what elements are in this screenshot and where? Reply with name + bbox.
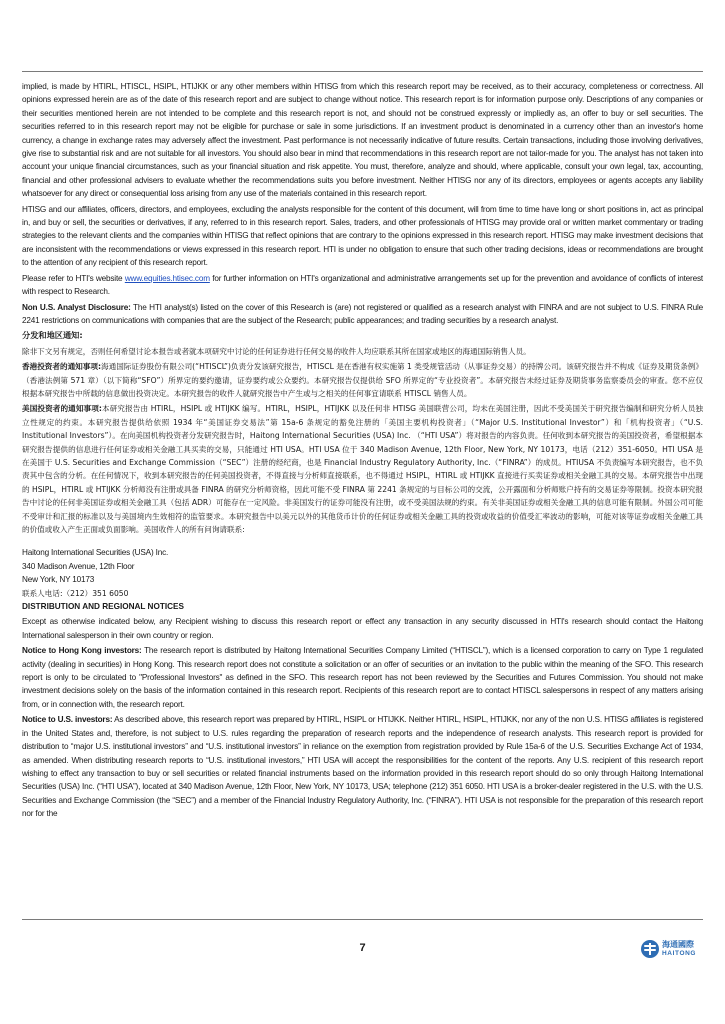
haitong-logo (641, 940, 696, 958)
website-link[interactable]: www.equities.htisec.com (124, 273, 210, 283)
en-intro-paragraph: Except as otherwise indicated below, any Recipient wishing to discuss this research report or effect any transaction in any security discussed in HTI's research should contact the Haitong International salesperson in their own country or region. (22, 617, 703, 640)
disclaimer-body (22, 80, 703, 823)
cn-us-notice-label: 美国投资者的通知事项: (22, 404, 102, 414)
cn-us-notice-paragraph: 美国投资者的通知事项:本研究报告由 HTIRL，HSIPL 或 HTIJKK 编写。HTIRL，HSIPL，HTIJKK 以及任何非 HTISG 美国联营公司，均未在美国注册，因此不受美国关于研究报告编制和研究分析人员独立性规定的约束。本研究报告提供给依照 1934 年“美国证券交易法”第 15a-6 条规定的豁免注册的「美国主要机构投资者」（“Major U.S. Institutional Investor”）和「机构投资者」（“U.S. Institutional Investors”）。在向美国机构投资者分发研究报告时，Haitong International Securities (USA) Inc. （“HTI USA”）将对报告的内容负责。任何收到本研究报告的美国投资者，希望根据本研究报告提供的信息进行任何证券或相关金融工具买卖的交易，只能通过 HTI USA。HTI USA 位于 340 Madison Avenue, 12th Floor, New York, NY 10173，电话（212）351-6050。HTI USA 是在美国于 U.S. Securities and Exchange Commission（“SEC”）注册的经纪商，也是 Financial Industry Regulatory Authority, Inc.（“FINRA”）的成员。HTIUSA 不负责编写本研究报告，也不负责其中包含的分析。在任何情况下，收到本研究报告的任何美国投资者，不得直接与分析师直接联系，也不得通过 HSIPL，HTIRL 或 HTIJKK 直接进行买卖证券或相关金融工具的交易。本研究报告中出现的 HSIPL，HTIRL 或 HTIJKK 分析师没有注册或具备 FINRA 的研究分析师资格，因此可能不受 FINRA 第 2241 条规定的与目标公司的交流，公开露面和分析师账户持有的交易证券等限制。投资本研究报告中讨论的任何非美国证券或相关金融工具（包括 ADR）可能存在一定风险。非美国发行的证券可能没有注册，或不受美国法规的约束。有关非美国证券或相关金融工具的信息可能有限制。外国公司可能不受审计和汇报的标准以及与美国境内生效相符的监管要求。本研究报告中以美元以外的其他货币计价的任何证券或相关金融工具的投资或收益的价值受汇率波动的影响，可能对该等证券或相关金融工具的价值或收入产生正面或负面影响。美国收件人的所有问询请联系: (22, 404, 704, 534)
address-line: New York, NY 10173 (22, 575, 95, 585)
address-phone-line: 联系人电话:（212）351 6050 (22, 588, 129, 598)
en-hk-notice-label: Notice to Hong Kong investors: (22, 646, 142, 656)
positions-paragraph: HTISG and our affiliates, officers, directors, and employees, excluding the analysts responsible for the content of this document, will from time to time have long or short positions in, act as principal in, and buy or sell, the securities or derivatives, if any, referred to in this research report. Sales, traders, and other professionals of HTISG may provide oral or written market commentary or trading strategies to the relevant clients and the companies within HTISG that reflect opinions that are contrary to the opinions expressed in this research report. HTISG may make investment decisions that are inconsistent with the recommendations or views expressed in this research report. HTI is under no obligation to ensure that such other trading decisions, ideas or recommendations are brought to the attention of any recipient of this research report. (22, 204, 703, 268)
en-section-heading: DISTRIBUTION AND REGIONAL NOTICES (22, 602, 184, 612)
cn-hk-notice-paragraph: 香港投资者的通知事项:海通国际证券股份有限公司(“HTISCL”)负责分发该研究报告，HTISCL 是在香港有权实施第 1 类受规管活动（从事证券交易）的持牌公司。该研究报告并不构成《证券及期货条例》（香港法例第 571 章）（以下简称“SFO”）所界定的要约邀请，证券要约或公众要约。本研究报告仅提供给 SFO 所界定的“专业投资者”。本研究报告未经过证券及期货事务监察委员会的审查。您不应仅根据本研究报告中所载的信息做出投资决定。本研究报告的收件人就研究报告中产生或与之相关的任何事宜请联系 HTISCL 销售人员。 (22, 362, 703, 398)
logo-en-text: HAITONG (662, 950, 697, 957)
page-number: 7 (359, 942, 366, 954)
top-rule (22, 71, 703, 72)
address-line: Haitong International Securities (USA) Inc. (22, 548, 169, 558)
analyst-disclosure-paragraph: Non U.S. Analyst Disclosure: The HTI analyst(s) listed on the cover of this Research is (are) not registered or qualified as a research analyst with FINRA and are not subject to U.S. FINRA Rule 2241 restrictions on communications with companies that are the subject of the Research; public appearances; and trading securities by a research analyst. (22, 302, 703, 325)
analyst-disclosure-label: Non U.S. Analyst Disclosure: (22, 302, 131, 312)
bottom-rule (22, 919, 703, 920)
disclaimer-paragraph: implied, is made by HTIRL, HTISCL, HSIPL, HTIJKK or any other members within HTISG from which this research report may be received, as to their accuracy, completeness or correctness. All opinions expressed herein are as of the date of this research report and are subject to change without notice. This research report is for information purpose only. Descriptions of any companies or their securities mentioned herein are not intended to be complete and this research report is not, and should not be construed expressly or impliedly as, an offer to buy or sell securities. The securities referred to in this research report may not be eligible for purchase or sale in some jurisdictions. If an investment product is denominated in a currency other than an investor's home currency, a change in exchange rates may adversely affect the investment. Past performance is not necessarily indicative of future results. Certain transactions, including those involving derivatives, give rise to substantial risk and are not suitable for all investors. You should also bear in mind that recommendations in this research report are not tailor-made for you. The analyst has not taken into account your unique financial circumstances, such as your financial situation and risk appetite. You must, therefore, analyze and should, where applicable, consult your own legal, tax, accounting, financial and other professional advisers to evaluate whether the recommendations suits you before investment. Neither HTISG nor any of its directors, employees or agents accepts any liability whatsoever for any direct or consequential loss arising from any use of the materials contained in this research report. (22, 82, 703, 199)
us-contact-address (22, 546, 703, 600)
en-us-notice-label: Notice to U.S. investors: (22, 715, 113, 725)
logo-cn-text: 海通國際 (662, 940, 694, 949)
cn-section-heading: 分发和地区通知: (22, 330, 83, 341)
en-hk-notice-paragraph: Notice to Hong Kong investors: The research report is distributed by Haitong International Securities Company Limited (“HTISCL”), which is a licensed corporation to carry on Type 1 regulated activity (dealing in securities) in Hong Kong. This research report does not constitute a solicitation or an offer of securities or an invitation to the public within the meaning of the SFO. This research report is only to be circulated to "Professional Investors" as defined in the SFO. This research report has not been reviewed by the Securities and Futures Commission. You should not make investment decisions solely on the basis of the information contained in this research report. Recipients of this research report are to contact HTISCL salespersons in respect of any matters arising from, or in connection with, the research report. (22, 646, 703, 709)
website-paragraph: Please refer to HTI's website www.equities.htisec.com for further information on HTI's organizational and administrative arrangements set up for the prevention and avoidance of conflicts of interest with respect to Research. (22, 273, 703, 297)
haitong-logo-icon (641, 940, 659, 958)
cn-hk-notice-label: 香港投资者的通知事项: (22, 362, 102, 372)
en-us-notice-paragraph: Notice to U.S. investors: As described above, this research report was prepared by HTIRL, HSIPL or HTIJKK. Neither HTIRL, HSIPL, HTIJKK, nor any of the non U.S. HTISG affiliates is registered in the United States and, therefore, is not subject to U.S. rules regarding the preparation of research reports and the independence of research analysts. This research report is provided for distribution to “major U.S. institutional investors” and “U.S. institutional investors” in reliance on the exemption from registration provided by Rule 15a-6 of the U.S. Securities Exchange Act of 1934, as amended. When distributing research reports to “U.S. institutional investors,” HTI USA will accept the responsibilities for the content of the reports. Any U.S. recipient of this research report wishing to effect any transaction to buy or sell securities or related financial instruments based on the information provided in this research report should do so only through Haitong International Securities (USA) Inc. (“HTI USA”), located at 340 Madison Avenue, 12th Floor, New York, NY 10173, USA; telephone (212) 351 6050. HTI USA is a broker-dealer registered in the U.S. with the U.S. Securities and Exchange Commission (the “SEC”) and a member of the Financial Industry Regulatory Authority, Inc. (“FINRA”). HTI USA is not responsible for the preparation of this research report nor for the (22, 715, 703, 819)
address-line: 340 Madison Avenue, 12th Floor (22, 561, 135, 571)
cn-intro-paragraph: 除非下文另有规定，否则任何希望讨论本报告或者就本项研究中讨论的任何证券进行任何交易的收件人均应联系其所在国家或地区的海通国际销售人员。 (22, 346, 531, 356)
